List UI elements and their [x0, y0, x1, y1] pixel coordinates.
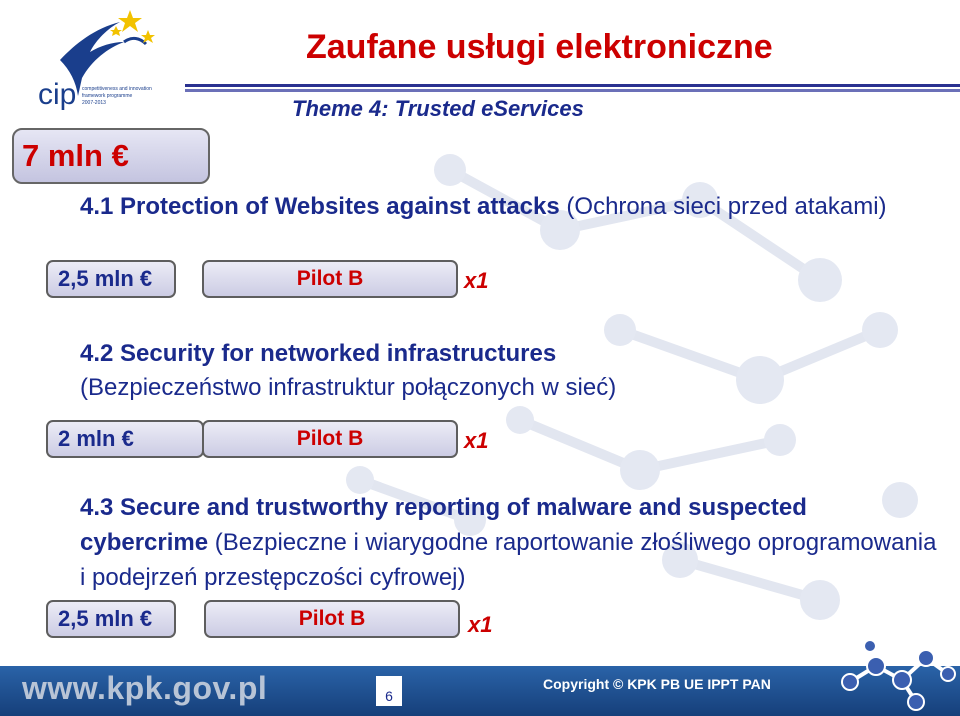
section-number: 4.3	[80, 494, 114, 521]
cip-logo-letters: cip	[38, 78, 77, 111]
page-title: Zaufane usługi elektroniczne	[306, 28, 773, 66]
section-number: 4.2	[80, 340, 114, 367]
section-4-2-multiplier: x1	[464, 428, 489, 453]
svg-text:2007-2013: 2007-2013	[82, 100, 106, 106]
section-title-pl: (Bezpieczne i wiarygodne raportowanie złośliwego oprogramowania i podejrzeń przestępczości cyfrowej)	[80, 529, 937, 591]
section-title-en: Secure and trustworthy reporting of malware and suspected cybercrime	[80, 494, 807, 556]
footer-copyright: Copyright © KPK PB UE IPPT PAN	[543, 676, 771, 692]
section-4-1-pilot-badge: Pilot B	[202, 260, 458, 298]
cip-logo	[20, 6, 170, 118]
molecule-icon	[830, 636, 960, 716]
section-title-en: Protection of Websites against attacks	[120, 193, 560, 220]
section-title-en: Security for networked infrastructures	[120, 340, 557, 367]
section-number: 4.1	[80, 193, 114, 220]
title-rule	[185, 84, 960, 93]
section-4-2-heading	[80, 337, 940, 405]
section-4-1-multiplier: x1	[464, 268, 489, 293]
section-4-1-amount: 2,5 mln €	[46, 260, 176, 298]
section-4-3-heading	[80, 490, 940, 595]
section-title-pl: (Ochrona sieci przed atakami)	[566, 193, 887, 220]
section-title-pl: (Bezpieczeństwo infrastruktur połączonych w sieć)	[80, 374, 617, 401]
section-4-3-multiplier: x1	[468, 612, 493, 637]
svg-text:competitiveness and innovation: competitiveness and innovation	[82, 86, 152, 92]
page-subtitle: Theme 4: Trusted eServices	[292, 96, 584, 121]
total-budget-badge: 7 mln €	[12, 128, 210, 184]
section-4-2-amount: 2 mln €	[46, 420, 204, 458]
svg-text:framework programme: framework programme	[82, 93, 133, 99]
section-4-1-heading	[80, 190, 940, 224]
section-4-2-pilot-badge: Pilot B	[202, 420, 458, 458]
footer-bar	[0, 666, 960, 716]
page-number: 6	[376, 676, 402, 706]
section-4-3-amount: 2,5 mln €	[46, 600, 176, 638]
footer-url-link[interactable]: www.kpk.gov.pl	[22, 670, 268, 706]
section-4-3-pilot-badge: Pilot B	[204, 600, 460, 638]
